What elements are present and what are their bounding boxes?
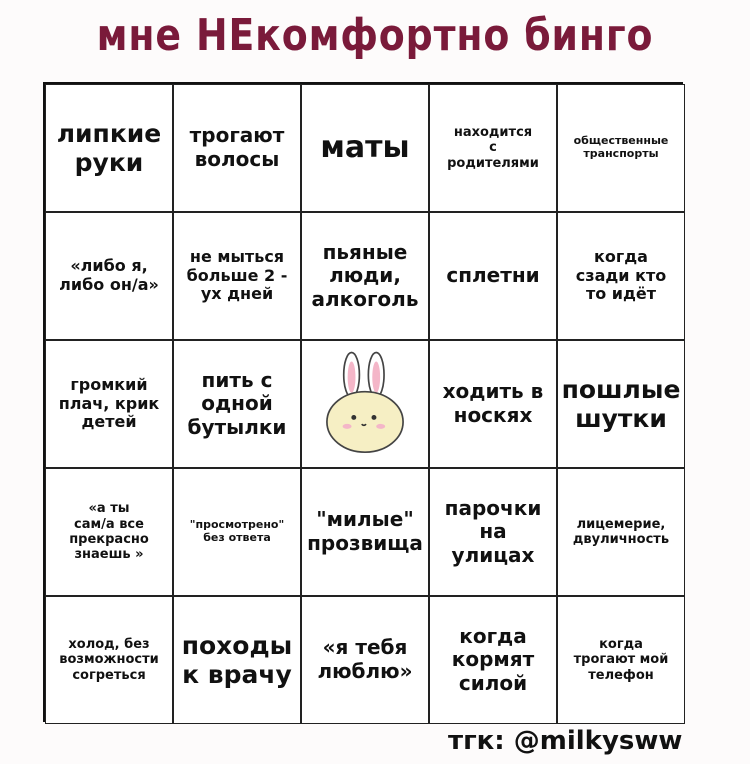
bingo-cell-text: парочки на улицах — [444, 495, 542, 567]
bingo-grid — [43, 82, 683, 722]
bingo-cell — [429, 340, 557, 468]
bingo-cell — [557, 212, 685, 340]
bingo-cell-text: когда кормят силой — [451, 623, 535, 695]
bingo-cell — [173, 340, 301, 468]
bingo-cell-text: ходить в носкях — [442, 379, 544, 427]
bingo-cell-text: пошлые шутки — [561, 374, 681, 433]
bingo-cell — [429, 468, 557, 596]
bingo-cell-text: "просмотрено" без ответа — [189, 518, 285, 544]
bingo-cell-text: холод, без возможности согреться — [59, 637, 159, 683]
page-title: мне НЕкомфортно бинго — [96, 10, 654, 61]
bingo-cell-text: «либо я, либо он/а» — [59, 256, 159, 294]
bingo-cell-text: пьяные люди, алкоголь — [311, 239, 419, 311]
bingo-cell — [173, 84, 301, 212]
bingo-cell-text: когда сзади кто то идёт — [575, 246, 667, 304]
bingo-cell-text: трогают волосы — [189, 123, 285, 171]
bingo-cell — [557, 340, 685, 468]
bingo-cell — [173, 468, 301, 596]
credit-text: тгк: @milkysww — [448, 726, 683, 756]
bingo-cell-text: липкие руки — [56, 118, 162, 177]
bingo-cell — [429, 212, 557, 340]
bingo-cell-text: находится с родителями — [447, 125, 539, 171]
bingo-cell-text: маты — [320, 130, 410, 166]
bingo-cell-text: лицемерие, двуличность — [572, 516, 670, 547]
bingo-cell — [429, 596, 557, 724]
bingo-cell — [173, 596, 301, 724]
bingo-cell — [301, 596, 429, 724]
bingo-cell-text: громкий плач, крик детей — [58, 374, 160, 432]
bingo-cell — [557, 596, 685, 724]
bingo-cell — [45, 596, 173, 724]
bingo-cell-text: общественные транспорты — [573, 134, 669, 160]
bingo-cell-text: «а ты сам/а все прекрасно знаешь » — [69, 501, 149, 563]
bingo-cell — [301, 212, 429, 340]
bingo-cell-text: не мыться больше 2 - ух дней — [186, 246, 288, 304]
bingo-cell — [45, 340, 173, 468]
bingo-cell — [45, 84, 173, 212]
bingo-cell-text: походы к врачу — [181, 630, 293, 689]
bingo-cell — [301, 84, 429, 212]
bingo-cell-text: сплетни — [446, 263, 540, 288]
bingo-cell — [557, 468, 685, 596]
bingo-cell — [301, 468, 429, 596]
bingo-cell-text: пить с одной бутылки — [187, 367, 287, 439]
bunny-icon — [309, 348, 421, 460]
bingo-cell-text: когда трогают мой телефон — [573, 637, 669, 683]
bingo-cell-text: "милые" прозвища — [307, 507, 423, 555]
bingo-cell — [173, 212, 301, 340]
bingo-cell — [557, 84, 685, 212]
bingo-cell — [45, 212, 173, 340]
bingo-cell — [45, 468, 173, 596]
bingo-cell-free — [301, 340, 429, 468]
bingo-cell-text: «я тебя люблю» — [317, 635, 413, 683]
bingo-cell — [429, 84, 557, 212]
